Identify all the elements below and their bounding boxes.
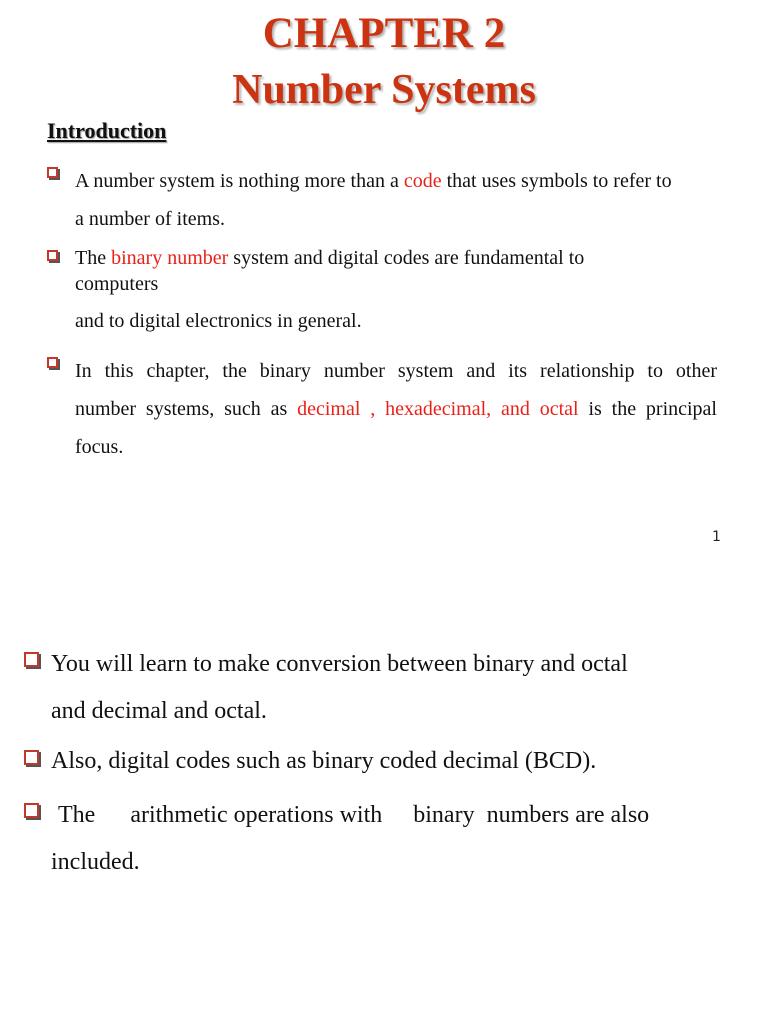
checkbox-bullet-icon	[47, 167, 58, 178]
bullet-line	[75, 245, 675, 271]
text-run: numbers are also	[486, 802, 650, 828]
bullet-line: and to digital electronics in general.	[75, 310, 362, 332]
text-run: The	[58, 802, 96, 828]
checkbox-bullet-icon	[47, 357, 58, 368]
bullet-text	[75, 162, 717, 238]
bullet-text	[75, 352, 717, 466]
checkbox-bullet-icon	[24, 803, 39, 818]
bullet-line: Also, digital codes such as binary coded decimal (BCD).	[51, 748, 597, 774]
bullet-text	[51, 641, 628, 735]
bullet-line: focus.	[75, 436, 124, 458]
checkbox-bullet-icon	[24, 750, 39, 765]
bullet-line	[51, 792, 649, 839]
text-run: that uses symbols to refer to	[441, 170, 672, 192]
bullet-line	[75, 162, 717, 200]
chapter-title: Number Systems	[232, 67, 536, 113]
bullet-line: included.	[51, 849, 140, 875]
bullet-line: In this chapter, the binary number system and its relationship to other	[75, 360, 717, 382]
text-run: system and digital codes are fundamental to	[228, 247, 585, 269]
chapter-number: CHAPTER 2	[262, 10, 506, 57]
bullet-line: computers	[75, 273, 159, 295]
checkbox-bullet-icon	[24, 652, 39, 667]
highlight-code: code	[403, 170, 442, 192]
highlight-binary-number: binary number	[111, 247, 229, 269]
text-run: arithmetic operations with	[130, 802, 383, 828]
text-run: number systems, such as	[75, 398, 298, 420]
bullet-line: You will learn to make conversion between binary and octal	[51, 651, 628, 677]
text-run: The	[75, 247, 112, 269]
bullet-line: and decimal and octal.	[51, 698, 267, 724]
text-run: A number system is nothing more than a	[75, 170, 404, 192]
bullet-text	[51, 745, 596, 778]
text-run: binary	[413, 802, 475, 828]
page-number: 1	[712, 529, 721, 545]
bullet-line: a number of items.	[75, 208, 225, 230]
bullet-line	[75, 390, 717, 428]
bullet-text	[51, 792, 649, 886]
highlight-number-systems: decimal , hexadecimal, and octal	[297, 398, 579, 420]
bullet-text	[75, 245, 675, 333]
text-run: is the principal	[578, 398, 717, 420]
intro-heading: Introduction	[47, 118, 167, 143]
checkbox-bullet-icon	[47, 250, 58, 261]
